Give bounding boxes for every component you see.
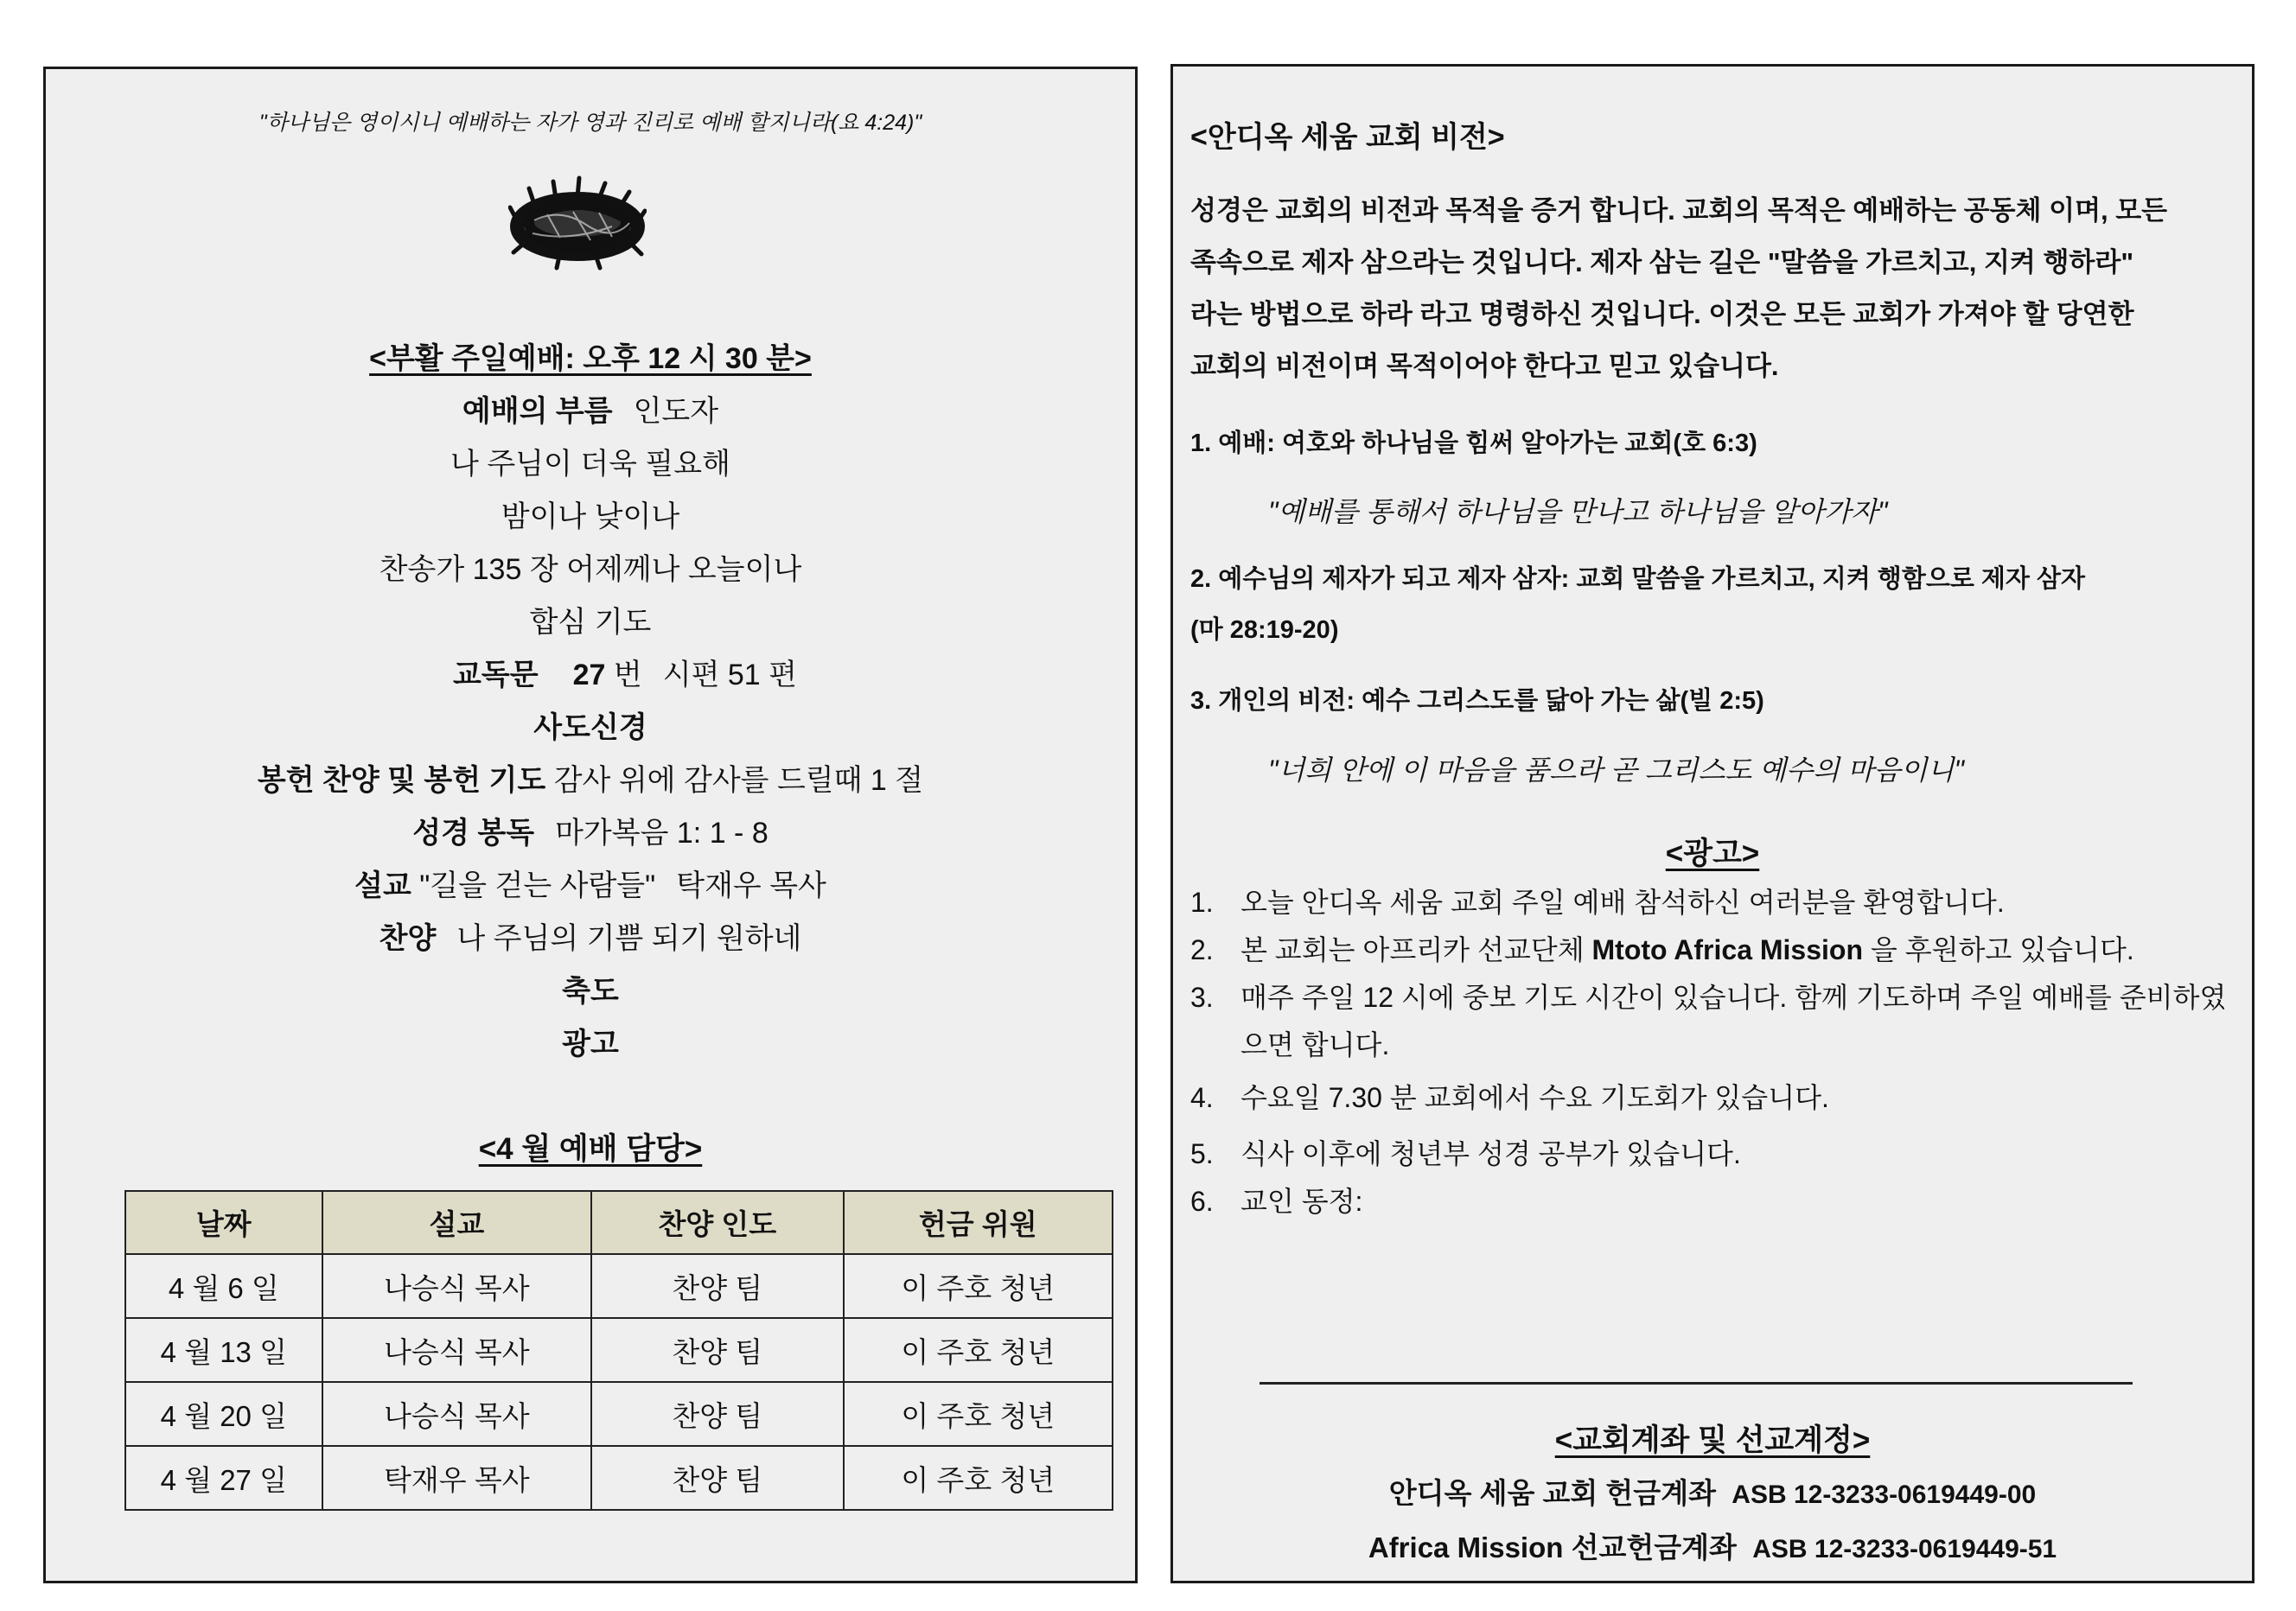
vision-title: <안디옥 세움 교회 비전> bbox=[1190, 121, 1505, 154]
cell-sermon: 나승식 목사 bbox=[322, 1254, 591, 1318]
offering: 봉헌 찬양 및 봉헌 기도 감사 위에 감사를 드릴때 1 절 bbox=[257, 764, 924, 797]
table-header-row bbox=[125, 1191, 1113, 1254]
responsive-reading: 교독문 27 번 시편 51 편 bbox=[453, 659, 797, 691]
accounts-title: <교회계좌 및 선교계정> bbox=[1554, 1423, 1871, 1457]
scripture-verse: "하나님은 영이시니 예배하는 자가 영과 진리로 예배 할지니라(요 4:24)" bbox=[258, 111, 922, 135]
announcements-title: <광고> bbox=[1665, 837, 1760, 870]
unison-prayer: 합심 기도 bbox=[529, 606, 652, 639]
announcements-item: 광고 bbox=[562, 1028, 619, 1060]
cell-date: 4 월 27 일 bbox=[125, 1446, 322, 1510]
hymn: 찬송가 135 장 어제께나 오늘이나 bbox=[379, 553, 802, 586]
vision-quote-personal: "너희 안에 이 마음을 품으라 곧 그리스도 예수의 마음이니" bbox=[1268, 755, 1964, 786]
list-item: 6. 교인 동정: bbox=[1190, 1186, 1363, 1217]
church-offering-account: 안디옥 세움 교회 헌금계좌 ASB 12-3233-0619449-00 bbox=[1388, 1477, 2037, 1509]
list-item: 1. 오늘 안디옥 세움 교회 주일 예배 참석하신 여러분을 환영합니다. bbox=[1190, 887, 2005, 918]
vision-item-worship: 1. 예배: 여호와 하나님을 힘써 알아가는 교회(호 6:3) bbox=[1190, 430, 1757, 457]
cell-praise: 찬양 팀 bbox=[591, 1446, 843, 1510]
praise-song-2: 밤이나 낮이나 bbox=[501, 500, 680, 533]
vision-quote-worship: "예배를 통해서 하나님을 만나고 하나님을 알아가자" bbox=[1268, 496, 1888, 527]
cell-praise: 찬양 팀 bbox=[591, 1318, 843, 1382]
crown-of-thorns-icon bbox=[508, 173, 647, 272]
monthly-duty-title: <4 월 예배 담당> bbox=[478, 1132, 703, 1166]
cell-offering: 이 주호 청년 bbox=[844, 1446, 1113, 1510]
vision-item-personal: 3. 개인의 비전: 예수 그리스도를 닮아 가는 삶(빌 2:5) bbox=[1190, 687, 1764, 715]
service-title: <부활 주일예배: 오후 12 시 30 분> bbox=[369, 342, 812, 375]
header-praise-leader: 찬양 인도 bbox=[591, 1191, 843, 1254]
header-sermon: 설교 bbox=[322, 1191, 591, 1254]
scripture-reading: 성경 봉독 마가복음 1: 1 - 8 bbox=[412, 817, 769, 850]
table-row bbox=[125, 1254, 1113, 1318]
announcements-list bbox=[1190, 879, 2231, 1226]
list-item: 2. 본 교회는 아프리카 선교단체 Mtoto Africa Mission 을 후원하고 있습니다. bbox=[1190, 934, 2134, 965]
closing-praise: 찬양 나 주님의 기쁨 되기 원하네 bbox=[379, 922, 802, 955]
cell-sermon: 나승식 목사 bbox=[322, 1382, 591, 1446]
cell-praise: 찬양 팀 bbox=[591, 1254, 843, 1318]
divider bbox=[1260, 1382, 2133, 1385]
apostles-creed: 사도신경 bbox=[533, 711, 647, 744]
list-item: 3. 매주 주일 12 시에 중보 기도 시간이 있습니다. 함께 기도하며 주일 예배를 준비하였으면 합니다. bbox=[1190, 982, 2227, 1060]
cell-date: 4 월 20 일 bbox=[125, 1382, 322, 1446]
call-to-worship: 예배의 부름 인도자 bbox=[462, 395, 719, 428]
cell-date: 4 월 13 일 bbox=[125, 1318, 322, 1382]
cell-sermon: 나승식 목사 bbox=[322, 1318, 591, 1382]
list-item: 5. 식사 이후에 청년부 성경 공부가 있습니다. bbox=[1190, 1138, 1741, 1169]
cell-offering: 이 주호 청년 bbox=[844, 1318, 1113, 1382]
sermon: 설교 "길을 걷는 사람들" 탁재우 목사 bbox=[354, 869, 826, 902]
praise-song-1: 나 주님이 더욱 필요해 bbox=[450, 448, 730, 481]
benediction: 축도 bbox=[562, 975, 619, 1008]
table-row bbox=[125, 1382, 1113, 1446]
cell-praise: 찬양 팀 bbox=[591, 1382, 843, 1446]
order-of-service-panel bbox=[43, 67, 1138, 1583]
vision-item-disciple: 2. 예수님의 제자가 되고 제자 삼자: 교회 말씀을 가르치고, 지켜 행함으로 제자 삼자 (마 28:19-20) bbox=[1190, 565, 2086, 644]
vision-text: 성경은 교회의 비전과 목적을 증거 합니다. 교회의 목적은 예배하는 공동체 이며, 모든 족속으로 제자 삼으라는 것입니다. 제자 삼는 길은 "말씀을 가르치고, 지켜 행하라" 라는 방법으로 하라 라고 명령하신 것입니다. 이것은 모든 교회가 가져야 할 당연한 교회의 비전이며 목적이어야 한다고 믿고 있습니다. bbox=[1190, 195, 2168, 381]
table-row bbox=[125, 1318, 1113, 1382]
cell-offering: 이 주호 청년 bbox=[844, 1254, 1113, 1318]
cell-date: 4 월 6 일 bbox=[125, 1254, 322, 1318]
cell-sermon: 탁재우 목사 bbox=[322, 1446, 591, 1510]
church-vision-panel bbox=[1170, 64, 2255, 1583]
table-row bbox=[125, 1446, 1113, 1510]
worship-duty-table bbox=[124, 1190, 1113, 1511]
mission-offering-account: Africa Mission 선교헌금계좌 ASB 12-3233-0619449-51 bbox=[1368, 1531, 2057, 1563]
cell-offering: 이 주호 청년 bbox=[844, 1382, 1113, 1446]
list-item: 4. 수요일 7.30 분 교회에서 수요 기도회가 있습니다. bbox=[1190, 1082, 1829, 1113]
header-offering-team: 헌금 위원 bbox=[844, 1191, 1113, 1254]
header-date: 날짜 bbox=[125, 1191, 322, 1254]
order-of-service bbox=[46, 333, 1135, 1071]
